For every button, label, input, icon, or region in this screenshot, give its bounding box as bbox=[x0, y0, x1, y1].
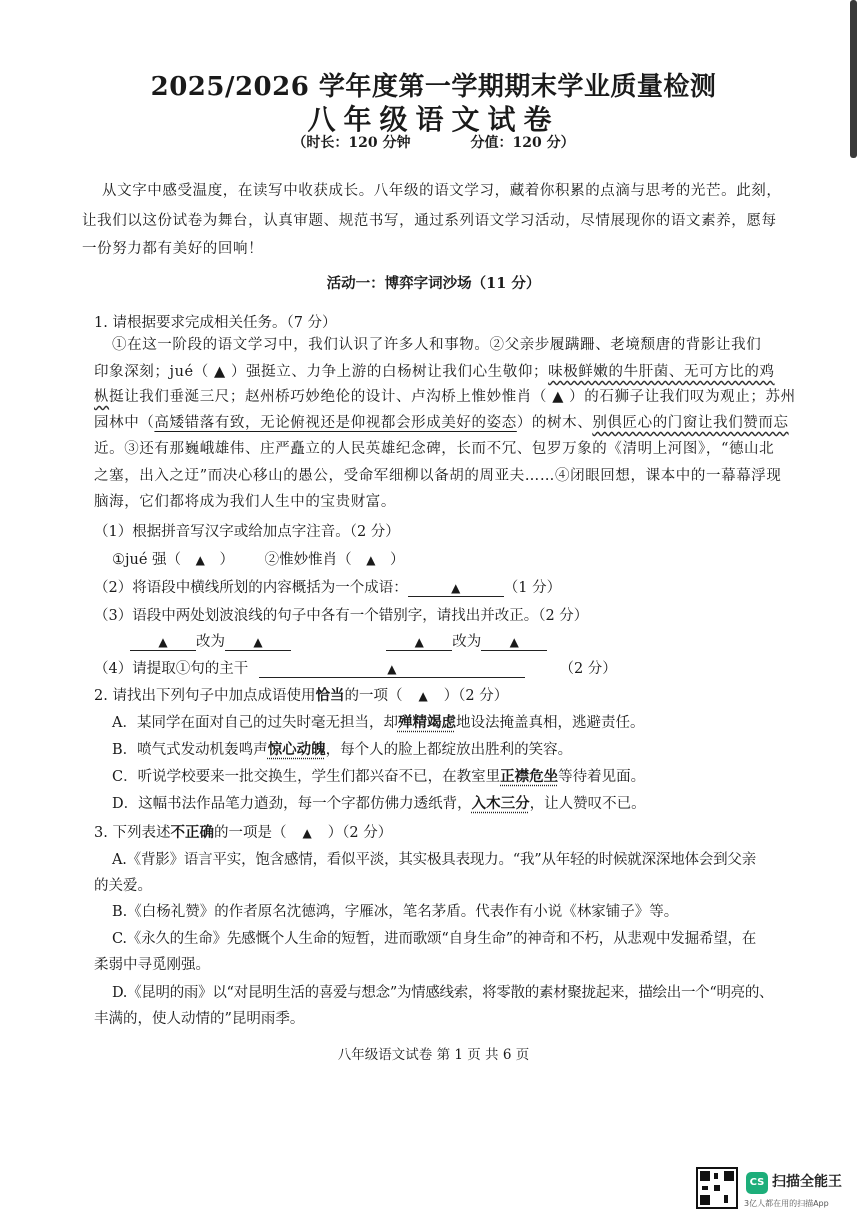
dotted-idiom: 惊心动魄 bbox=[267, 741, 326, 758]
exam-duration: （时长：120 分钟 bbox=[292, 135, 411, 151]
wrong-char-blank-1[interactable]: ▲ bbox=[130, 634, 196, 651]
answer-mark: ▲ bbox=[451, 581, 461, 595]
answer-mark[interactable]: ▲ bbox=[418, 689, 428, 703]
q1-sub3: （3）语段中两处划波浪线的句子中各有一个错别字，请找出并改正。（2 分） bbox=[94, 608, 589, 624]
change-label: 改为 bbox=[196, 634, 225, 650]
scanner-tagline: 3亿人都在用的扫描App bbox=[744, 1199, 829, 1208]
q3-option-b[interactable]: B.《白杨礼赞》的作者原名沈德鸿，字雁冰，笔名茅盾。代表作有小说《林家铺子》等。 bbox=[112, 904, 679, 920]
wavy-sentence-1: 味极鲜嫩的牛肝菌、无可方比的鸡 bbox=[548, 364, 775, 380]
scanner-app-name: 扫描全能王 bbox=[772, 1174, 842, 1190]
exam-meta bbox=[0, 132, 867, 152]
dotted-idiom: 殚精竭虑 bbox=[397, 714, 456, 731]
q1-passage-text: 挺让我们垂涎三尺；赵州桥巧妙绝伦的设计、卢沟桥上惟妙惟肖（ ▲ ）的石狮子让我们叹为观止；苏州 bbox=[109, 389, 796, 405]
q1-passage-text: ）的树木、 bbox=[516, 415, 593, 431]
intro-line-1: 从文字中感受温度，在读写中收获成长。八年级的语文学习，藏着你积累的点滴与思考的光芒。此刻， bbox=[102, 183, 782, 199]
q1-passage-line-7: 脑海，它们都将成为我们人生中的宝贵财富。 bbox=[94, 494, 396, 510]
camscanner-logo-icon: CS bbox=[746, 1172, 768, 1194]
exam-subtitle: 八年级语文试卷 bbox=[307, 103, 560, 136]
underlined-phrase: 高矮错落有致，无论俯视还是仰视都会形成美好的姿态 bbox=[154, 415, 517, 431]
q2-option-d[interactable]: D．这幅书法作品笔力遒劲，每一个字都仿佛力透纸背，入木三分，让人赞叹不已。 bbox=[112, 795, 646, 812]
wrong-char-blank-2[interactable]: ▲ bbox=[386, 634, 452, 651]
sub1-item-a: ①jué 强（ bbox=[112, 552, 182, 568]
q1-sub1: （1）根据拼音写汉字或给加点字注音。（2 分） bbox=[94, 524, 400, 540]
answer-mark[interactable]: ▲ bbox=[195, 553, 205, 567]
q1-passage-line-6: 之塞，出入之迂”而决心移山的愚公，受命军细柳以备胡的周亚夫……④闭眼回想，课本中的一幕幕浮现 bbox=[94, 468, 782, 484]
wavy-sentence-2: 别俱匠心的门窗让我们赞而忘 bbox=[592, 415, 789, 431]
q3-option-a[interactable]: A.《背影》语言平实，饱含感情，看似平淡，其实极具表现力。“我”从年轻的时候就深深地体会到父亲 bbox=[112, 852, 757, 868]
q2-option-a[interactable]: A．某同学在面对自己的过失时毫无担当，却殚精竭虑地设法掩盖真相，逃避责任。 bbox=[112, 714, 645, 731]
sub2-text: （2）将语段中横线所划的内容概括为一个成语： bbox=[94, 580, 408, 596]
exam-score: 分值：120 分） bbox=[470, 135, 575, 151]
correct-char-blank-1[interactable]: ▲ bbox=[225, 634, 291, 651]
q3-option-c-cont: 柔弱中寻觅刚强。 bbox=[94, 957, 210, 973]
emphasis-word: 恰当 bbox=[315, 687, 345, 704]
q3-option-c[interactable]: C.《永久的生命》先感慨个人生命的短暂，进而歌颂“自身生命”的神奇和不朽，从悲观中发掘希望，在 bbox=[112, 931, 757, 947]
q1-passage-line-5: 近。③还有那巍峨雄伟、庄严矗立的人民英雄纪念碑，长而不冗、包罗万象的《清明上河图》，“德山北 bbox=[94, 441, 775, 457]
intro-line-3: 一份努力都有美好的回响！ bbox=[82, 241, 264, 257]
intro-line-2: 让我们以这份试卷为舞台，认真审题、规范书写，通过系列语文学习活动，尽情展现你的语文素养，愿每 bbox=[82, 213, 777, 229]
q1-passage-text: 园林中（ bbox=[94, 415, 155, 431]
sub4-answer-blank[interactable]: ▲ bbox=[259, 661, 525, 678]
q1-stem: 1. 请根据要求完成相关任务。（7 分） bbox=[94, 315, 337, 331]
answer-mark[interactable]: ▲ bbox=[366, 553, 376, 567]
sub2-score: （1 分） bbox=[503, 580, 562, 596]
sub2-answer-blank[interactable] bbox=[408, 580, 504, 597]
page-footer: 八年级语文试卷 第 1 页 共 6 页 bbox=[337, 1047, 530, 1063]
q1-passage-line-2 bbox=[94, 359, 775, 385]
change-label: 改为 bbox=[452, 634, 482, 650]
qr-code-icon bbox=[696, 1167, 738, 1209]
q1-sub3-answers bbox=[130, 630, 547, 651]
sub1-item-b: ②惟妙惟肖（ bbox=[264, 552, 352, 568]
q2-stem: 2. 请找出下列句子中加点成语使用恰当的一项（ ▲ ）（2 分） bbox=[94, 687, 509, 704]
section-heading: 活动一：博弈字词沙场（11 分） bbox=[326, 275, 541, 292]
q1-sub4 bbox=[94, 657, 617, 678]
q3-stem: 3. 下列表述不正确的一项是（ ▲ ）（2 分） bbox=[94, 824, 393, 841]
q3-option-d[interactable]: D.《昆明的雨》以“对昆明生活的喜爱与想念”为情感线索，将零散的素材聚拢起来，描绘出一个“明亮的、 bbox=[112, 985, 774, 1001]
q1-passage-line-1: ①在这一阶段的语文学习中，我们认识了许多人和事物。②父亲步履蹒跚、老境颓唐的背影让我们 bbox=[112, 337, 762, 353]
q3-option-d-cont: 丰满的，使人动情的”昆明雨季。 bbox=[94, 1011, 305, 1027]
emphasis-word: 不正确 bbox=[170, 824, 214, 841]
q1-passage-line-3 bbox=[94, 384, 796, 410]
wavy-sentence-1-end: 枞 bbox=[94, 389, 110, 405]
sub4-text: （4）请提取①句的主干 bbox=[94, 661, 249, 677]
q1-sub1-answers: ①jué 强（ ▲ ） ②惟妙惟肖（ ▲ ） bbox=[112, 552, 405, 568]
q3-option-a-cont: 的关爱。 bbox=[94, 878, 152, 894]
dotted-idiom: 入木三分 bbox=[471, 795, 530, 812]
q1-passage-text: 印象深刻；jué（ ▲ ）强挺立、力争上游的白杨树让我们心生敬仰； bbox=[94, 364, 549, 380]
q2-option-b[interactable]: B．喷气式发动机轰鸣声惊心动魄，每个人的脸上都绽放出胜利的笑容。 bbox=[112, 741, 573, 758]
correct-char-blank-2[interactable]: ▲ bbox=[481, 634, 547, 651]
dotted-idiom: 正襟危坐 bbox=[500, 768, 559, 785]
exam-title: 2025/2026 学年度第一学期期末学业质量检测 bbox=[150, 72, 717, 102]
answer-mark[interactable]: ▲ bbox=[302, 826, 312, 840]
q2-option-c[interactable]: C．听说学校要来一批交换生，学生们都兴奋不已，在教室里正襟危坐等待着见面。 bbox=[112, 768, 646, 785]
q1-passage-line-4 bbox=[94, 410, 789, 436]
sub4-score: （2 分） bbox=[559, 661, 617, 677]
q1-sub2 bbox=[94, 576, 561, 597]
